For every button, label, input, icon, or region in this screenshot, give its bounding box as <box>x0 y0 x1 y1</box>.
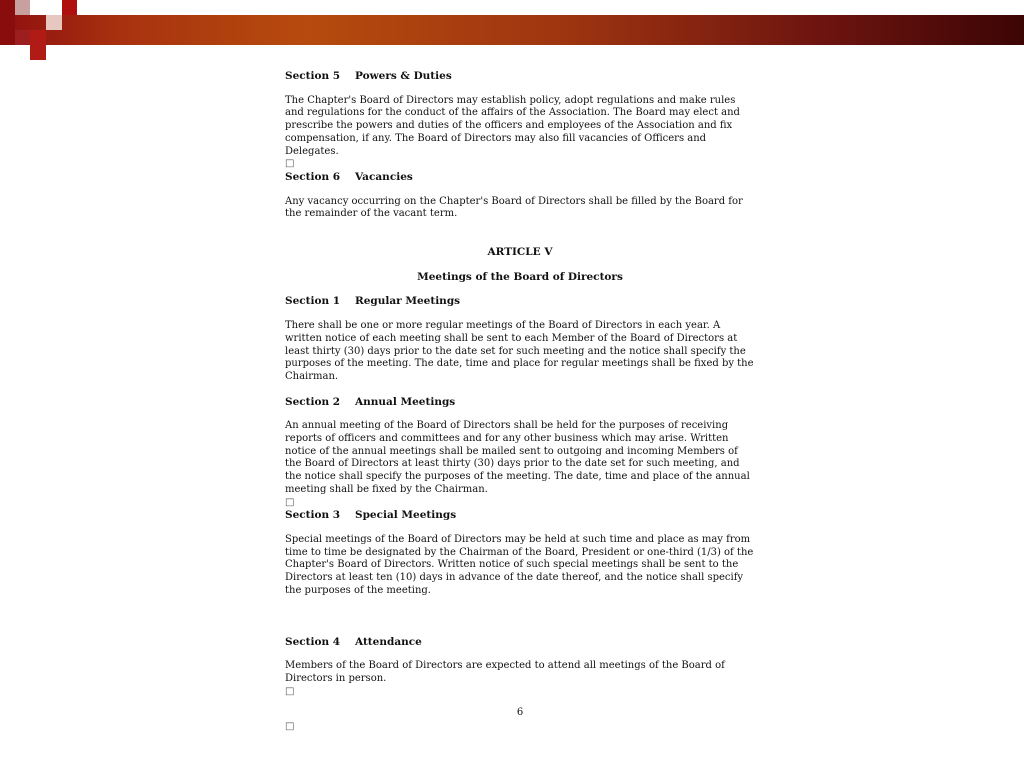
section-heading <box>285 295 755 308</box>
decor-square <box>15 30 30 45</box>
section-title: Attendance <box>355 635 422 648</box>
paragraph-mark: □ <box>285 496 295 508</box>
section-body: The Chapter's Board of Directors may establish policy, adopt regulations and make rules and regulations for the conduct of the affairs of the Association. The Board may elect and prescribe the powers and duties of the officers and employees of the Association and fix compensation, if any. The Board of Directors may also fill vacancies of Officers and Delegates. <box>285 94 740 157</box>
section-body: Any vacancy occurring on the Chapter's Board of Directors shall be filled by the Board for the remainder of the vacant term. <box>285 195 743 220</box>
section-body: An annual meeting of the Board of Directors shall be held for the purposes of receiving reports of officers and committees and for any other business which may arise. Written notice of the annual meetings shall be mailed sent to outgoing and incoming Members of the Board of Directors at least thirty (30) days prior to the date set for such meeting, and the notice shall specify the purposes of the meeting. The date, time and place of the annual meeting shall be fixed by the Chairman. <box>285 420 750 495</box>
section-heading <box>285 509 755 522</box>
paragraph-mark: □ <box>285 721 295 732</box>
article-subheading: Meetings of the Board of Directors <box>417 270 623 283</box>
document-page <box>285 70 755 732</box>
section-number: Section 6 <box>285 170 341 183</box>
section-number: Section 1 <box>285 295 341 308</box>
decor-square <box>30 30 46 60</box>
section-heading <box>285 171 755 184</box>
section-title: Annual Meetings <box>355 395 456 408</box>
article-heading: ARTICLE V <box>487 246 553 259</box>
section-heading <box>285 396 755 409</box>
decor-square <box>15 0 30 15</box>
section-number: Section 2 <box>285 395 341 408</box>
section-title: Regular Meetings <box>355 295 461 308</box>
section-body: There shall be one or more regular meetings of the Board of Directors in each year. A written notice of each meeting shall be sent to each Member of the Board of Directors at least thirty (30) days prior to the date set for such meeting and the notice shall specify the purposes of the meeting. The date, time and place for regular meetings shall be fixed by the Chairman. <box>285 320 754 382</box>
header-band <box>0 15 1024 45</box>
section-number: Section 5 <box>285 70 341 82</box>
section-title: Special Meetings <box>355 509 457 522</box>
paragraph-mark: □ <box>285 685 295 697</box>
decor-square <box>62 0 77 15</box>
section-body: Members of the Board of Directors are expected to attend all meetings of the Board of Directors in person. <box>285 660 725 684</box>
section-title: Powers & Duties <box>355 70 452 82</box>
section-heading <box>285 70 755 83</box>
paragraph-mark: □ <box>285 158 295 170</box>
section-title: Vacancies <box>355 170 413 183</box>
page-number: 6 <box>516 707 524 718</box>
section-number: Section 4 <box>285 635 341 648</box>
decor-square <box>0 0 15 45</box>
section-number: Section 3 <box>285 509 341 522</box>
section-body: Special meetings of the Board of Directors may be held at such time and place as may from time to time be designated by the Chairman of the Board, President or one-third (1/3) of the Chapter's Board of Directors. Written notice of such special meetings shall be sent to the Directors at least ten (10) days in advance of the date thereof, and the notice shall specify the purposes of the meeting. <box>285 533 754 596</box>
decor-square <box>46 15 62 30</box>
section-heading <box>285 636 755 649</box>
